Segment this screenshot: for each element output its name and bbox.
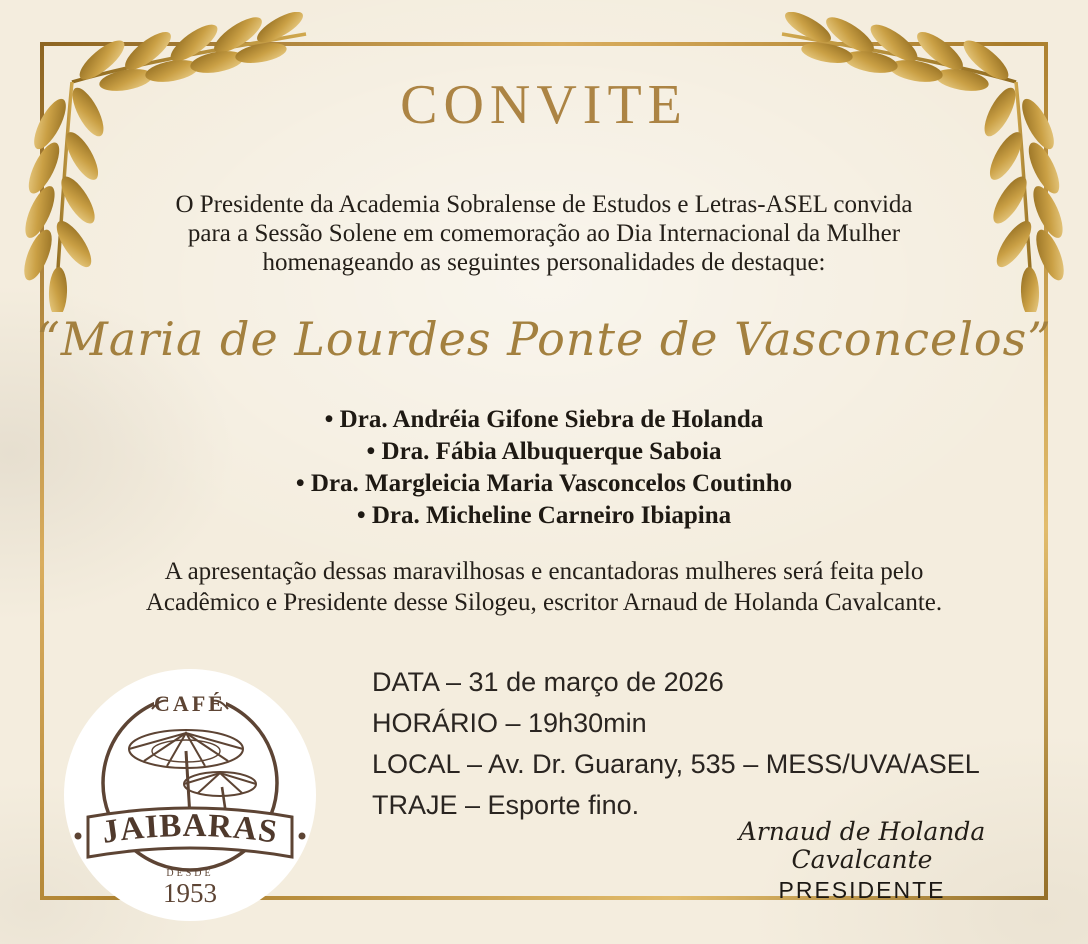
intro-line: para a Sessão Solene em comemoração ao Dia Internacional da Mulher xyxy=(187,220,901,247)
detail-date: DATA – 31 de março de 2026 xyxy=(372,667,724,697)
honorees-list xyxy=(0,404,1088,532)
presentation-line: Acadêmico e Presidente desse Silogeu, escritor Arnaud de Holanda Cavalcante. xyxy=(145,589,943,616)
detail-dress-code: TRAJE – Esporte fino. xyxy=(372,790,640,820)
intro-line: homenageando as seguintes personalidades de destaque: xyxy=(262,249,826,276)
intro-line: O Presidente da Academia Sobralense de Estudos e Letras-ASEL convida xyxy=(175,191,913,218)
intro-paragraph xyxy=(0,190,1088,277)
logo-since-label: DESDE xyxy=(166,868,214,879)
honoree-item: • Dra. Andréia Gifone Siebra de Holanda xyxy=(324,406,764,433)
signature-name: Arnaud de Holanda Cavalcante xyxy=(738,817,986,874)
detail-location: LOCAL – Av. Dr. Guarany, 535 – MESS/UVA/ASEL xyxy=(372,749,980,779)
logo-since-year: 1953 xyxy=(163,878,217,908)
honoree-item: • Dra. Fábia Albuquerque Saboia xyxy=(366,438,722,465)
signature-block xyxy=(692,818,1032,904)
presentation-line: A apresentação dessas maravilhosas e encantadoras mulheres será feita pelo xyxy=(164,558,924,585)
logo-cafe-label: CAFÉ xyxy=(154,691,226,716)
logo-name: JAIBARAS xyxy=(99,807,281,851)
detail-time: HORÁRIO – 19h30min xyxy=(372,708,647,738)
presentation-paragraph xyxy=(0,556,1088,618)
honoree-item: • Dra. Margleicia Maria Vasconcelos Coutinho xyxy=(295,470,793,497)
cafe-jaibaras-logo xyxy=(64,669,316,921)
honoree-item: • Dra. Micheline Carneiro Ibiapina xyxy=(356,502,732,529)
signature-role: PRESIDENTE xyxy=(778,877,946,903)
page-title: CONVITE xyxy=(400,74,688,136)
event-details xyxy=(372,662,980,826)
honoree-quote: “Maria de Lourdes Ponte de Vasconcelos” xyxy=(36,312,1052,366)
